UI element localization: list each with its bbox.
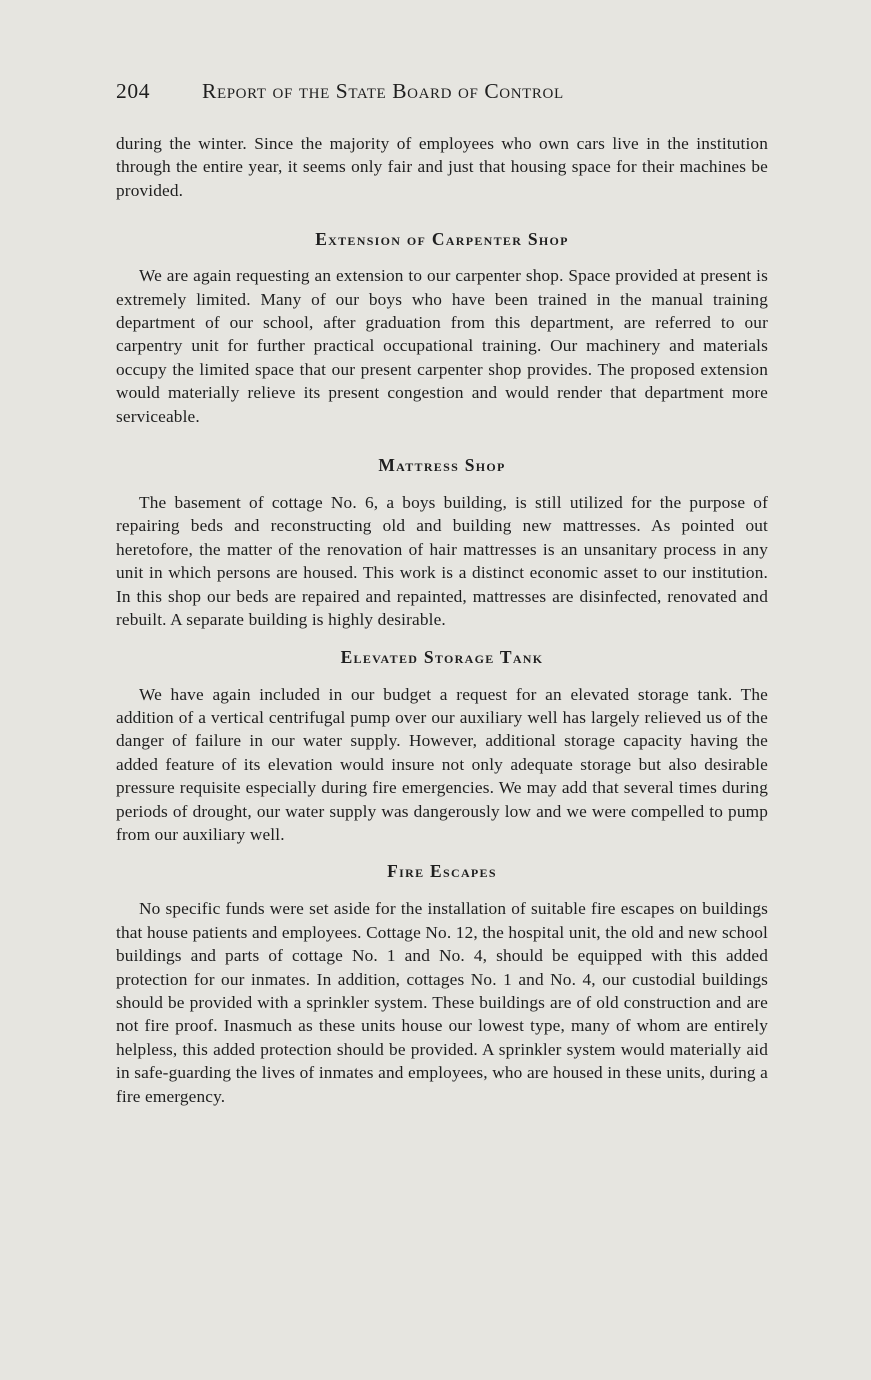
heading-extension-of-carpenter-shop: Extension of Carpenter Shop <box>315 229 569 250</box>
paragraph-elevated-storage-tank: We have again included in our budget a request for an elevated storage tank. The addition of a vertical centrifugal pump over our auxiliary well has largely relieved us of the danger of failure in our water supply. However, additional storage capacity having the added feature of its elevation would insure not only adequate storage but also desirable pressure requisite especially during fire emergencies. We may add that several times during periods of drought, our water supply was dangerously low and we were compelled to pump from our auxiliary well. <box>116 684 768 844</box>
heading-fire-escapes: Fire Escapes <box>387 861 497 882</box>
paragraph-mattress-shop: The basement of cottage No. 6, a boys building, is still utilized for the purpose of repairing beds and reconstructing old and building new mattresses. As pointed out heretofore, the matter of the renovation of hair mattresses is an unsanitary process in any unit in which persons are housed. This work is a distinct economic asset to our institution. In this shop our beds are repaired and repainted, mattresses are disinfected, renovated and rebuilt. A separate building is highly desirable. <box>116 493 768 630</box>
heading-elevated-storage-tank: Elevated Storage Tank <box>340 646 544 667</box>
page-number: 204 <box>116 79 151 103</box>
paragraph-carpenter-shop: We are again requesting an extension to our carpenter shop. Space provided at present is extremely limited. Many of our boys who have been trained in the manual training department of our school, after graduation from this department, are referred to our carpentry unit for further practical occupational training. Our machinery and materials occupy the limited space that our present carpenter shop provides. The proposed extension would materially relieve its present congestion and would render that department more serviceable. <box>116 266 768 426</box>
running-header <box>116 74 768 108</box>
paragraph-fire-escapes: No specific funds were set aside for the installation of suitable fire escapes on buildings that house patients and employees. Cottage No. 12, the hospital unit, the old and new school buildings and parts of cottage No. 1 and No. 4, should be equipped with this added protection for our inmates. In addition, cottages No. 1 and No. 4, our custodial buildings should be provided with a sprinkler system. These buildings are of old construction and are not fire proof. Inasmuch as these units house our lowest type, many of whom are entirely helpless, this added protection should be provided. A sprinkler system would materially aid in safe-guarding the lives of inmates and employees, who are housed in these units, during a fire emergency. <box>116 899 768 1106</box>
paragraph-continued: during the winter. Since the majority of employees who own cars live in the institution through the entire year, it seems only fair and just that housing space for their machines be provided. <box>116 134 768 200</box>
document-page <box>116 74 768 1108</box>
heading-mattress-shop: Mattress Shop <box>378 455 506 476</box>
running-title: Report of the State Board of Control <box>202 79 564 103</box>
